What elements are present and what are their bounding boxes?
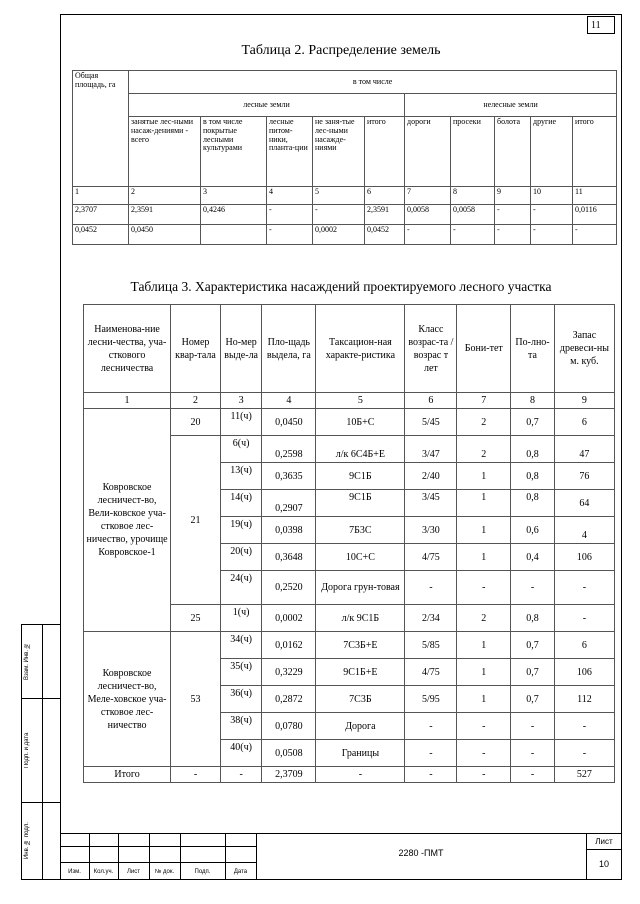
plot-number: 20(ч) [220,544,261,571]
table-cell: Дорога [316,713,405,740]
side-stamp [21,624,60,880]
table-cell: 64 [554,490,614,517]
kvartal-number: 21 [171,436,221,605]
t2-col-num: 11 [573,187,617,205]
table-cell: - [313,205,365,225]
divider [586,849,622,850]
table-cell: 0,8 [511,463,555,490]
table-cell: - [220,767,261,783]
table-cell: - [405,225,451,245]
t2-col-num: 1 [73,187,129,205]
table-cell: 0,2598 [262,436,316,463]
table-cell: 0,4 [511,544,555,571]
t3-header: Запас древеси-ны м. куб. [554,305,614,393]
table-cell: - [457,740,511,767]
divider [21,802,60,803]
table2 [72,70,617,245]
t3-col-num: 5 [316,393,405,409]
table-cell: 10С+С [316,544,405,571]
table-cell: 1 [457,463,511,490]
table-cell: 1 [457,517,511,544]
side-label: Подп. и дата [24,732,30,768]
side-label: Взам. Инв. № [24,642,30,680]
table-cell: Границы [316,740,405,767]
t3-col-num: 1 [84,393,171,409]
t2-col-num: 3 [201,187,267,205]
table-cell: - [316,767,405,783]
tb-label: Лист [126,869,141,875]
t3-header: Номер квар-тала [171,305,221,393]
t3-header: Бони-тет [457,305,511,393]
table-cell: - [405,767,457,783]
divider [21,698,60,699]
forestry-name: Ковровское лесничест-во, Меле-ховское уча-стковое лес-ничество [84,632,171,767]
plot-number: 35(ч) [220,659,261,686]
divider [21,879,60,880]
plot-number: 24(ч) [220,571,261,605]
table-row [73,205,617,225]
table-cell: 3/47 [405,436,457,463]
table-cell: 6 [554,409,614,436]
plot-number: 14(ч) [220,490,261,517]
table2-title: Таблица 2. Распределение земель [241,43,441,58]
kvartal-number: 25 [171,605,221,632]
table-cell: 0,7 [511,659,555,686]
t2-col-num: 10 [531,187,573,205]
table-cell: 0,0452 [73,225,129,245]
table-cell: 9С1Б [316,463,405,490]
t3-col-num: 4 [262,393,316,409]
t3-col-num: 9 [554,393,614,409]
table-cell: 2 [457,605,511,632]
table-cell: 106 [554,544,614,571]
table-cell: 0,7 [511,632,555,659]
table-cell: 9С1Б [316,490,405,517]
table-cell: - [171,767,221,783]
table-cell: 0,2907 [262,490,316,517]
plot-number: 11(ч) [220,409,261,436]
t3-header: Пло-щадь выдела, га [262,305,316,393]
t2-col-num: 6 [365,187,405,205]
tb-label: Дата [233,869,248,875]
t3-header: По-лно-та [511,305,555,393]
table-cell: 0,0058 [405,205,451,225]
tb-label: Изм. [68,869,81,875]
total-row [84,767,615,783]
table-row [84,632,615,659]
table-cell: - [573,225,617,245]
plot-number: 6(ч) [220,436,261,463]
plot-number: 36(ч) [220,686,261,713]
table-cell: 2 [457,436,511,463]
plot-number: 38(ч) [220,713,261,740]
t3-header: Но-мер выде-ла [220,305,261,393]
table-cell: 0,6 [511,517,555,544]
table-row [84,409,615,436]
table-cell: л/к 9С1Б [316,605,405,632]
table-cell: 0,0058 [451,205,495,225]
table-cell: 1 [457,686,511,713]
table-cell: - [267,225,313,245]
table-cell: 2 [457,409,511,436]
table-cell: 1 [457,544,511,571]
table-cell: 0,0450 [129,225,201,245]
tb-label: № док. [154,869,175,875]
table-cell: 3/30 [405,517,457,544]
table-cell: 0,4246 [201,205,267,225]
table-cell: 6 [554,632,614,659]
t3-header: Таксацион-ная характе-ристика [316,305,405,393]
table-cell: 0,0002 [313,225,365,245]
t2-col-num: 7 [405,187,451,205]
t2-sub-header: другие [531,117,573,187]
t2-sub-header: итого [365,117,405,187]
sheet-label: Лист [595,837,613,846]
t3-col-num: 2 [171,393,221,409]
table-cell: - [511,767,555,783]
table-cell: 1 [457,659,511,686]
table-cell: 10Б+С [316,409,405,436]
table-cell: 527 [554,767,614,783]
tb-label: Кол.уч. [93,869,114,875]
t2-col-num: 5 [313,187,365,205]
table-cell: - [511,713,555,740]
table-cell: 0,2520 [262,571,316,605]
table-cell: 5/85 [405,632,457,659]
table-cell: 0,0002 [262,605,316,632]
table-cell: - [457,767,511,783]
table-cell: 0,0450 [262,409,316,436]
table-cell: 1 [457,490,511,517]
table-cell: 0,8 [511,605,555,632]
table-cell: 0,0398 [262,517,316,544]
divider [60,833,622,834]
table-cell: - [554,571,614,605]
table-cell: 0,7 [511,409,555,436]
t2-sub-header: в том числе покрытые лесными культурами [201,117,267,187]
table-cell: 7С3Б [316,686,405,713]
table-cell: 0,8 [511,436,555,463]
table-row [73,225,617,245]
table-cell: 0,0508 [262,740,316,767]
t3-col-num: 7 [457,393,511,409]
t2-col-num: 2 [129,187,201,205]
t2-sub-header: не заня-тые лес-ными насажде-ниями [313,117,365,187]
table-cell: 9С1Б+Е [316,659,405,686]
t3-col-num: 6 [405,393,457,409]
tb-label: Подп. [194,869,211,875]
table-cell: - [267,205,313,225]
t2-sub-header: болота [495,117,531,187]
table-cell: - [405,713,457,740]
table-cell: 0,0452 [365,225,405,245]
t2-sub-header: просеки [451,117,495,187]
table-cell: - [554,605,614,632]
table-cell: 112 [554,686,614,713]
table3-title: Таблица 3. Характеристика насаждений проектируемого лесного участка [130,279,552,294]
sheet-number: 10 [598,859,609,869]
table-cell: 2,3591 [129,205,201,225]
title-block [60,833,622,880]
t2-col-num: 8 [451,187,495,205]
t2-col-num: 9 [495,187,531,205]
forestry-name: Ковровское лесничест-во, Вели-ковское уча-стковое лес-ничество, урочище Ковровское-1 [84,409,171,632]
table-cell: 2,3591 [365,205,405,225]
table-cell [201,225,267,245]
table-cell: 106 [554,659,614,686]
table-cell: 0,3635 [262,463,316,490]
plot-number: 19(ч) [220,517,261,544]
t2-col-num: 4 [267,187,313,205]
t3-col-num: 8 [511,393,555,409]
divider [42,624,43,880]
table-cell: 0,7 [511,686,555,713]
table-cell: - [511,740,555,767]
table-cell: - [511,571,555,605]
t3-header: Наименова-ние лесни-чества, уча-cткового лесничества [84,305,171,393]
table-cell: 0,0116 [573,205,617,225]
table-cell: - [457,571,511,605]
plot-number: 13(ч) [220,463,261,490]
table-cell: л/к 6С4Б+Е [316,436,405,463]
t2-sub-header: итого [573,117,617,187]
table-cell: 76 [554,463,614,490]
table-cell: 0,3229 [262,659,316,686]
table-cell: - [531,225,573,245]
table-cell: 5/95 [405,686,457,713]
table-cell: 4 [554,517,614,544]
table-cell: - [451,225,495,245]
table-cell: - [554,713,614,740]
t2-header-incl: в том числе [129,71,617,94]
table-cell: - [405,740,457,767]
table-cell: 4/75 [405,544,457,571]
kvartal-number: 53 [171,632,221,767]
t3-col-num: 3 [220,393,261,409]
table-cell: - [495,205,531,225]
table-cell: - [531,205,573,225]
document-code: 2280 -ПМТ [398,848,444,858]
table3 [83,304,615,783]
table-cell: 2/40 [405,463,457,490]
table-cell: - [457,713,511,740]
t2-header-nonforest: нелесные земли [405,94,617,117]
plot-number: 1(ч) [220,605,261,632]
side-label: Инв. № подл. [24,822,30,859]
table-cell: 2,3707 [73,205,129,225]
table-cell: 0,8 [511,490,555,517]
t2-sub-header: дороги [405,117,451,187]
table-cell: 4/75 [405,659,457,686]
plot-number: 34(ч) [220,632,261,659]
table-cell: 0,3648 [262,544,316,571]
plot-number: 40(ч) [220,740,261,767]
t2-sub-header: занятые лес-ными насаж-дениями - всего [129,117,201,187]
t2-header-forest: лесные земли [129,94,405,117]
table-cell: 2,3709 [262,767,316,783]
table-cell: 47 [554,436,614,463]
table-cell: 7С3Б+Е [316,632,405,659]
total-label: Итого [84,767,171,783]
t2-sub-header: лесные питом-ники, планта-ции [267,117,313,187]
table-cell: 5/45 [405,409,457,436]
table-cell: - [495,225,531,245]
table-cell: 2/34 [405,605,457,632]
table-cell: 0,0162 [262,632,316,659]
table-cell: - [405,571,457,605]
divider [21,624,60,625]
table-cell: 3/45 [405,490,457,517]
table-cell: Дорога грун-товая [316,571,405,605]
table-cell: - [554,740,614,767]
t3-header: Класс возрас-та /возрас т лет [405,305,457,393]
divider [21,624,22,880]
t2-header-total: Общая площадь, га [73,71,129,187]
kvartal-number: 20 [171,409,221,436]
table-cell: 1 [457,632,511,659]
table-cell: 7Б3С [316,517,405,544]
table-cell: 0,0780 [262,713,316,740]
page-number: 11 [587,16,615,34]
table-cell: 0,2872 [262,686,316,713]
